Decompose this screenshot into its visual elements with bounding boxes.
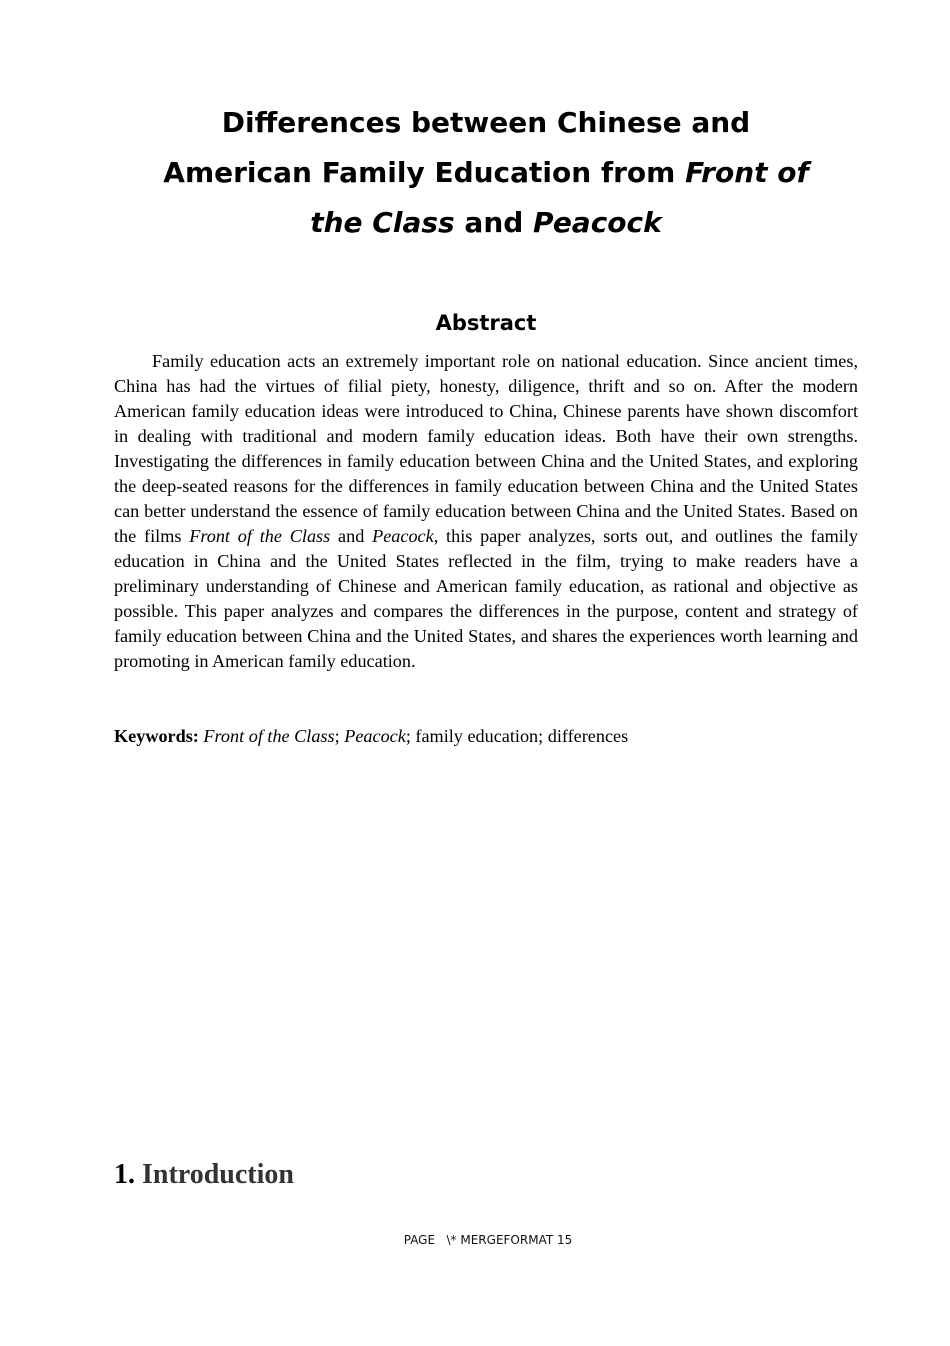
keyword-peacock: Peacock <box>344 726 406 746</box>
keywords-label: Keywords: <box>114 726 199 746</box>
title-film-peacock: Peacock <box>533 206 662 239</box>
document-title <box>150 98 822 248</box>
keywords-rest: ; family education; differences <box>405 726 629 746</box>
title-text: Differences between Chinese and American Family Education from <box>163 106 751 189</box>
abstract-heading: Abstract <box>435 311 537 335</box>
keywords-line <box>114 724 858 749</box>
abstract-text-after: , this paper analyzes, sorts out, and outlines the family education in China and the United States reflected in the film, trying to make readers have a preliminary understanding of Chinese and American family education, as rational and objective as possible. This paper analyzes and compares the differences in the purpose, content and strategy of family education between China and the United States, and shares the experiences worth learning and promoting in American family education. <box>114 526 859 671</box>
page-footer-field: PAGE \* MERGEFORMAT 15 <box>403 1233 573 1247</box>
keyword-front-of-the-class: Front of the Class <box>203 726 335 746</box>
abstract-film-front-of-the-class: Front of the Class <box>189 526 331 546</box>
keyword-separator: ; <box>334 726 345 746</box>
abstract-film-peacock: Peacock <box>372 526 434 546</box>
title-film-front-of-the-class: Front of the Class <box>310 156 809 239</box>
section-number: 1. <box>114 1159 135 1190</box>
abstract-text-before: Family education acts an extremely important role on national education. Since ancient times, China has had the virtues of filial piety, honesty, diligence, thrift and so on. After the modern American family education ideas were introduced to China, Chinese parents have shown discomfort in dealing with traditional and modern family education ideas. Both have their own strengths. Investigating the differences in family education between China and the United States, and exploring the deep-seated reasons for the differences in family education between China and the United States can better understand the essence of family education between China and the United States. Based on the films <box>114 351 858 546</box>
abstract-paragraph <box>114 349 858 674</box>
section-title: Introduction <box>142 1159 294 1190</box>
title-and: and <box>454 206 534 239</box>
abstract-and: and <box>330 526 373 546</box>
section-heading-introduction <box>114 1156 294 1194</box>
